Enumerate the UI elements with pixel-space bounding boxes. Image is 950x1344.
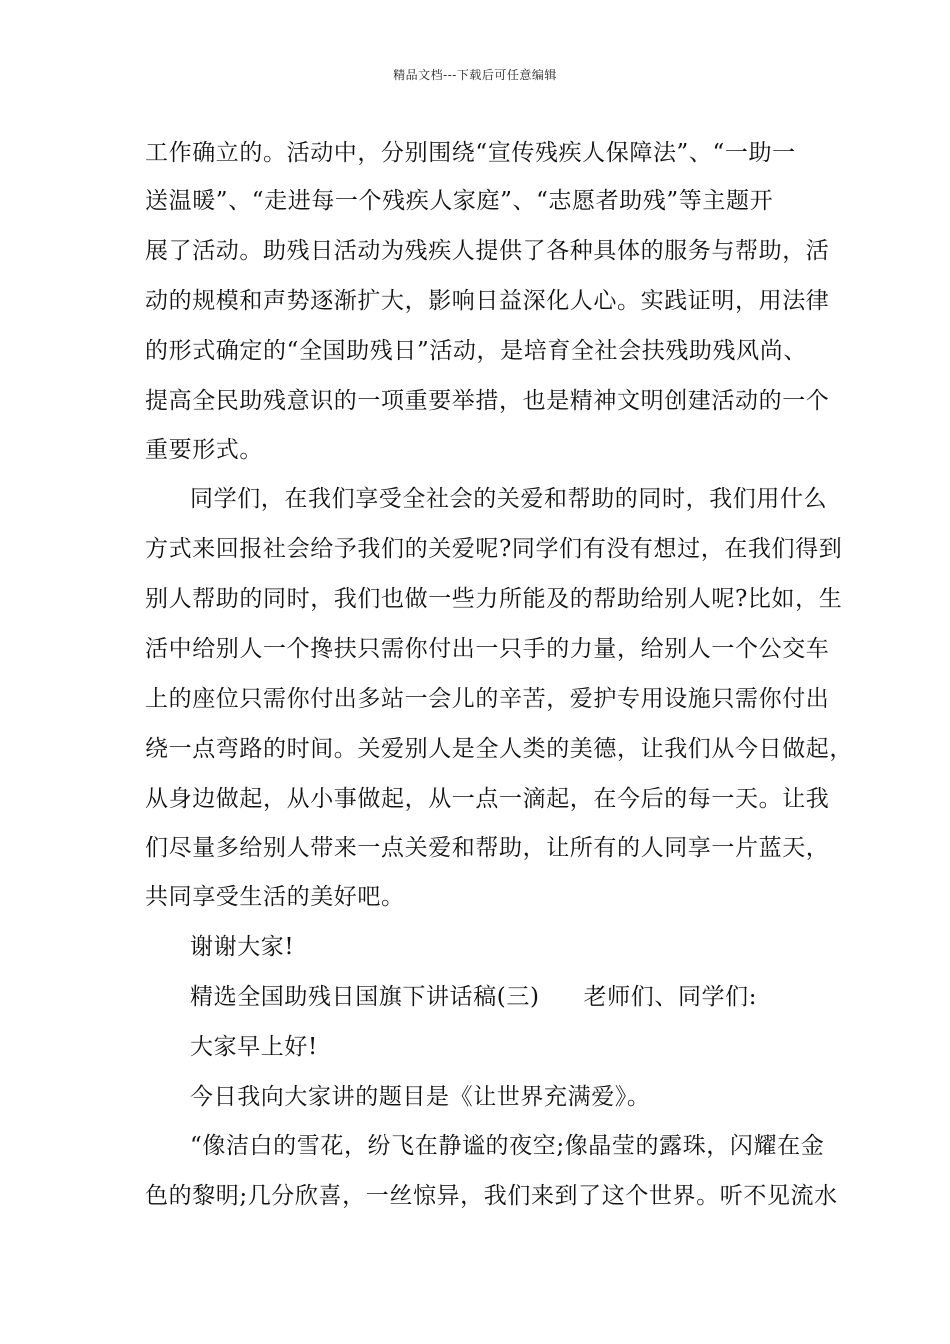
topic-line: 今日我向大家讲的题目是《让世界充满爱》。: [190, 1084, 651, 1110]
text-line: 展了活动。助残日活动为残疾人提供了各种具体的服务与帮助，活: [145, 238, 830, 264]
thanks-line: 谢谢大家!: [190, 934, 295, 960]
text-line: 活中给别人一个搀扶只需你付出一只手的力量，给别人一个公交车: [145, 636, 830, 662]
speech-title: 精选全国助残日国旗下讲话稿(三): [190, 984, 540, 1010]
paragraph-start-line: 同学们，在我们享受全社会的关爱和帮助的同时，我们用什么: [190, 486, 828, 512]
greeting-line: 大家早上好!: [190, 1034, 318, 1060]
text-line: 提高全民助残意识的一项重要举措，也是精神文明创建活动的一个: [145, 388, 830, 414]
text-line: 色的黎明;几分欣喜，一丝惊异，我们来到了这个世界。听不见流水: [145, 1183, 838, 1209]
paragraph-start-line: “像洁白的雪花，纷飞在静谧的夜空;像晶莹的露珠，闪耀在金: [190, 1133, 825, 1159]
text-line: 送温暖”、“走进每一个残疾人家庭”、“志愿者助残”等主题开: [145, 188, 774, 214]
text-line: 工作确立的。活动中，分别围绕“宣传残疾人保障法”、“一助一: [145, 140, 796, 166]
text-line: 绕一点弯路的时间。关爱别人是全人类的美德，让我们从今日做起，: [145, 736, 853, 762]
text-line: 别人帮助的同时，我们也做一些力所能及的帮助给别人呢?比如，生: [145, 586, 843, 612]
text-line: 的形式确定的“全国助残日”活动，是培育全社会扶残助残风尚、: [145, 338, 807, 364]
page-header: 精品文档---下载后可任意编辑: [393, 68, 557, 82]
salutation: 老师们、同学们:: [583, 984, 758, 1010]
text-line: 方式来回报社会给予我们的关爱呢?同学们有没有想过，在我们得到: [145, 536, 843, 562]
text-line: 上的座位只需你付出多站一会儿的辛苦，爱护专用设施只需你付出: [145, 686, 830, 712]
text-line: 共同享受生活的美好吧。: [145, 884, 405, 910]
text-line: 从身边做起，从小事做起，从一点一滴起，在今后的每一天。让我: [145, 786, 830, 812]
text-line: 们尽量多给别人带来一点关爱和帮助，让所有的人同享一片蓝天，: [145, 835, 830, 861]
text-line: 动的规模和声势逐渐扩大，影响日益深化人心。实践证明，用法律: [145, 288, 830, 314]
text-line: 重要形式。: [145, 437, 263, 463]
speech-title-line: [190, 982, 757, 1012]
